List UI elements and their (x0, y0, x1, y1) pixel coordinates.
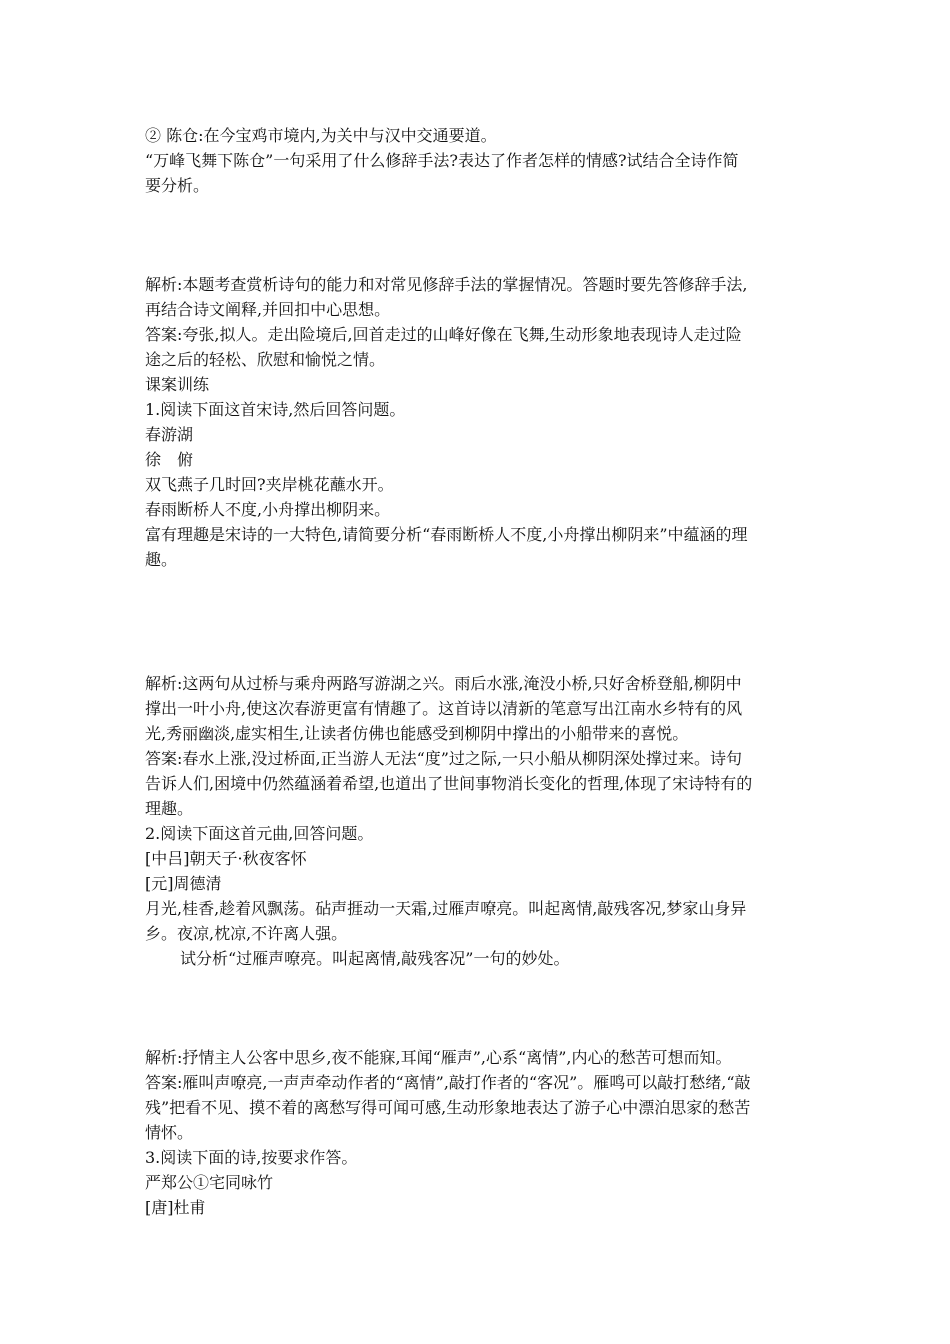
question-heading: 3.阅读下面的诗,按要求作答。 (145, 1148, 358, 1167)
question-heading: 2.阅读下面这首元曲,回答问题。 (145, 824, 374, 843)
poem-line: 月光,桂香,趁着风飘荡。砧声捱动一天霜,过雁声嘹亮。叫起离情,敲残客况,梦家山身异 (145, 899, 747, 918)
answer-line: 残”把看不见、摸不着的离愁写得可闻可感,生动形象地表达了游子心中漂泊思家的愁苦 (145, 1098, 751, 1117)
analysis-line: 解析:本题考查赏析诗句的能力和对常见修辞手法的掌握情况。答题时要先答修辞手法, (145, 275, 748, 294)
analysis-line: 解析:这两句从过桥与乘舟两路写游湖之兴。雨后水涨,淹没小桥,只好舍桥登船,柳阴中 (145, 674, 742, 693)
analysis-line: 解析:抒情主人公客中思乡,夜不能寐,耳闻“雁声”,心系“离情”,内心的愁苦可想而知。 (145, 1048, 732, 1067)
answer-line: 情怀。 (145, 1123, 194, 1142)
poem-author: [唐]杜甫 (145, 1198, 206, 1217)
answer-line: 答案:雁叫声嘹亮,一声声牵动作者的“离情”,敲打作者的“客况”。雁鸣可以敲打愁绪,“敲 (145, 1073, 751, 1092)
poem-title: [中吕]朝天子·秋夜客怀 (145, 849, 307, 868)
answer-line: 理趣。 (145, 799, 194, 818)
section-heading: 课案训练 (145, 375, 210, 394)
answer-line: 告诉人们,困境中仍然蕴涵着希望,也道出了世间事物消长变化的哲理,体现了宋诗特有的 (145, 774, 753, 793)
question-line: 要分析。 (145, 176, 210, 195)
poem-title: 严郑公①宅同咏竹 (145, 1173, 274, 1192)
question-line: 试分析“过雁声嘹亮。叫起离情,敲残客况”一句的妙处。 (180, 949, 570, 968)
poem-line: 乡。夜凉,枕凉,不许离人强。 (145, 924, 348, 943)
answer-line: 答案:春水上涨,没过桥面,正当游人无法“度”过之际,一只小船从柳阴深处撑过来。诗句 (145, 749, 743, 768)
poem-author: 徐 俯 (145, 450, 194, 469)
answer-line: 途之后的轻松、欣慰和愉悦之情。 (145, 350, 386, 369)
footnote-chencang: ② 陈仓:在今宝鸡市境内,为关中与汉中交通要道。 (145, 126, 497, 145)
question-line: 趣。 (145, 550, 178, 569)
poem-author: [元]周德清 (145, 874, 222, 893)
poem-line: 双飞燕子几时回?夹岸桃花蘸水开。 (145, 475, 394, 494)
poem-line: 春雨断桥人不度,小舟撑出柳阴来。 (145, 500, 391, 519)
analysis-line: 光,秀丽幽淡,虚实相生,让读者仿佛也能感受到柳阴中撑出的小船带来的喜悦。 (145, 724, 689, 743)
analysis-line: 再结合诗文阐释,并回扣中心思想。 (145, 300, 391, 319)
question-line: “万峰飞舞下陈仓”一句采用了什么修辞手法?表达了作者怎样的情感?试结合全诗作简 (145, 151, 739, 170)
question-heading: 1.阅读下面这首宋诗,然后回答问题。 (145, 400, 406, 419)
analysis-line: 撑出一叶小舟,使这次春游更富有情趣了。这首诗以清新的笔意写出江南水乡特有的风 (145, 699, 743, 718)
question-line: 富有理趣是宋诗的一大特色,请简要分析“春雨断桥人不度,小舟撑出柳阴来”中蕴涵的理 (145, 525, 748, 544)
poem-title: 春游湖 (145, 425, 194, 444)
answer-line: 答案:夸张,拟人。走出险境后,回首走过的山峰好像在飞舞,生动形象地表现诗人走过险 (145, 325, 742, 344)
